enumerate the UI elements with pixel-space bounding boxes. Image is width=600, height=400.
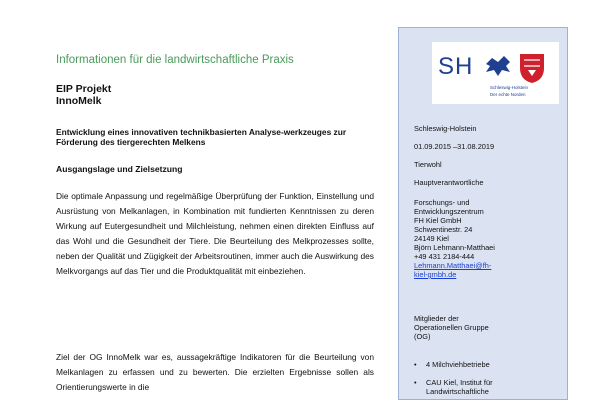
kicker-heading: Informationen für die landwirtschaftliche Praxis	[56, 54, 294, 66]
project-subtitle: Entwicklung eines innovativen technikbasierten Analyse-werkzeuges zur Förderung des tiergerechten Melkens	[56, 127, 347, 147]
topic-label: Tierwohl	[414, 160, 442, 169]
period-label: 01.09.2015 –31.08.2019	[414, 142, 495, 151]
section-heading: Ausgangslage und Zielsetzung	[56, 164, 183, 174]
info-sidebar	[398, 27, 568, 400]
members-heading-line3: (OG)	[414, 332, 431, 341]
paragraph-1: Die optimale Anpassung und regelmäßige Überprüfung der Funktion, Einstellung und Ausrüstung von Melkanlagen, in Kombination mit fundierten Kenntnissen zu deren Wirkung auf Eutergesundheit und Milchleistung, nehmen einen direkten Einfluss auf das Wohl und die Gesundheit der Tiere. Die Beurteilung des Melkprozesses sollte, neben der Qualität und Zügigkeit der Arbeitsroutinen, immer auch die Auswirkung des Melkvorgangs auf das Tier und die Produktqualität mit einbeziehen.	[56, 191, 374, 276]
email-link-line1[interactable]: Lehmann.Matthaei@fh-	[414, 261, 492, 270]
member-text-line1: CAU Kiel, Institut für	[426, 378, 493, 387]
bullet-icon: •	[414, 378, 417, 387]
contact-line-7: +49 431 2184-444	[414, 252, 475, 261]
crest-icon	[484, 52, 546, 84]
bullet-icon: •	[414, 360, 417, 369]
member-text: 4 Milchviehbetriebe	[426, 360, 490, 369]
members-heading	[414, 314, 564, 341]
sh-logo	[432, 42, 559, 104]
responsible-contact	[414, 198, 564, 279]
contact-line-1: Forschungs- und	[414, 198, 470, 207]
responsible-heading: Hauptverantwortliche	[414, 178, 484, 187]
logo-caption-2: Der echte Norden	[490, 92, 526, 97]
project-title-line2: InnoMelk	[56, 95, 102, 107]
email-link-line2[interactable]: kiel-gmbh.de	[414, 270, 457, 279]
contact-line-5: 24149 Kiel	[414, 234, 449, 243]
members-heading-line1: Mitglieder der	[414, 314, 459, 323]
project-title-line1: EIP Projekt	[56, 83, 112, 95]
logo-text: SH	[438, 53, 474, 80]
project-title	[56, 83, 111, 107]
contact-line-2: Entwicklungszentrum	[414, 207, 484, 216]
contact-line-4: Schwentinestr. 24	[414, 225, 473, 234]
member-text-line2: Landwirtschaftliche	[426, 387, 489, 396]
paragraph-2: Ziel der OG InnoMelk war es, aussagekräftige Indikatoren für die Beurteilung von Melkanlagen zu erfassen und zu bewerten. Die erzielten Ergebnisse sollen als Orientierungswerte in die	[56, 352, 374, 392]
contact-line-6: Björn Lehmann-Matthaei	[414, 243, 495, 252]
contact-line-3: FH Kiel GmbH	[414, 216, 462, 225]
members-heading-line2: Operationellen Gruppe	[414, 323, 489, 332]
logo-caption-1: Schleswig-Holstein	[490, 85, 529, 90]
region-label: Schleswig-Holstein	[414, 124, 477, 133]
member-text	[426, 378, 564, 396]
